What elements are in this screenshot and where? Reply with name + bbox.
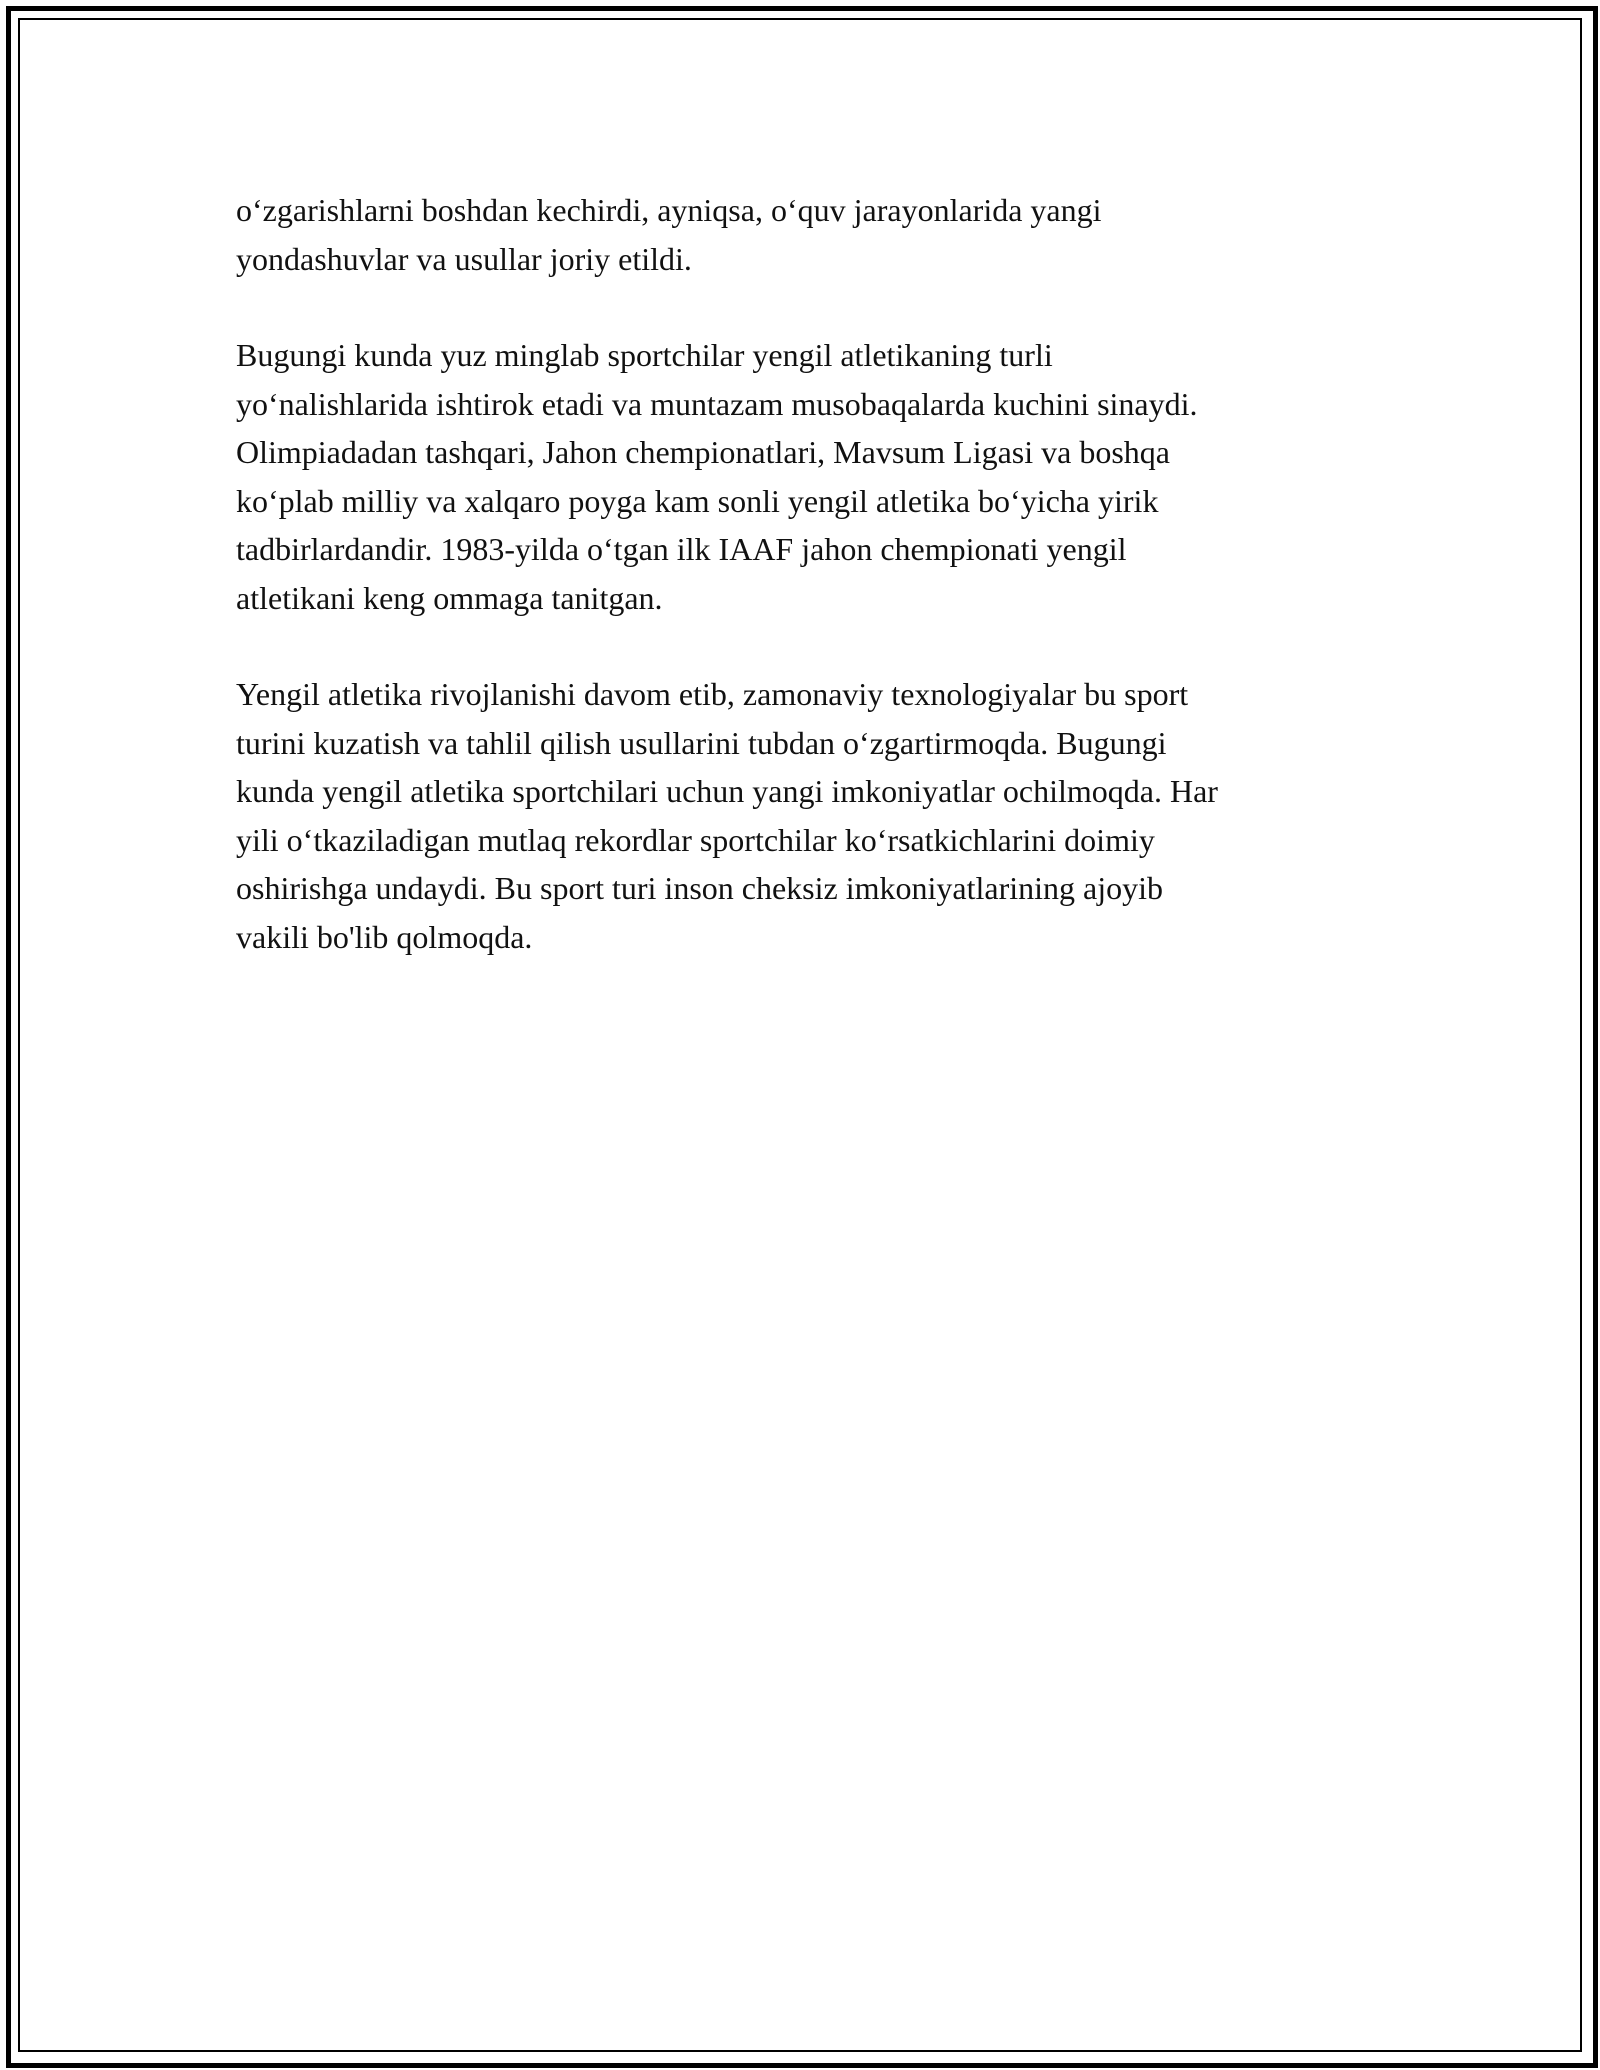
paragraph-line: vakili bo'lib qolmoqda. [236, 918, 533, 955]
paragraph-line: kunda yengil atletika sportchilari uchun yangi imkoniyatlar ochilmoqda. Har [236, 773, 1218, 809]
paragraph-line: Olimpiadadan tashqari, Jahon chempionatlari, Mavsum Ligasi va boshqa [236, 434, 1170, 470]
paragraph-line: turini kuzatish va tahlil qilish usullarini tubdan o‘zgartirmoqda. Bugungi [236, 724, 1167, 761]
document-body [236, 186, 1376, 1009]
paragraph-line: tadbirlardandir. 1983-yilda o‘tgan ilk IAAF jahon chempionati yengil [236, 531, 1127, 567]
paragraph-line: yondashuvlar va usullar joriy etildi. [236, 240, 692, 277]
paragraph-line: Bugungi kunda yuz minglab sportchilar yengil atletikaning turli [236, 337, 1053, 373]
paragraph-line: yili o‘tkaziladigan mutlaq rekordlar sportchilar ko‘rsatkichlarini doimiy [236, 821, 1155, 858]
paragraph-3 [236, 670, 1376, 961]
paragraph-line: o‘zgarishlarni boshdan kechirdi, ayniqsa, o‘quv jarayonlarida yangi [236, 192, 1102, 228]
paragraph-line: ko‘plab milliy va xalqaro poyga kam sonli yengil atletika bo‘yicha yirik [236, 482, 1159, 519]
paragraph-line: yo‘nalishlarida ishtirok etadi va muntazam musobaqalarda kuchini sinaydi. [236, 385, 1198, 422]
paragraph-1 [236, 186, 1376, 283]
paragraph-line: oshirishga undaydi. Bu sport turi inson cheksiz imkoniyatlarining ajoyib [236, 870, 1163, 906]
paragraph-line: Yengil atletika rivojlanishi davom etib, zamonaviy texnologiyalar bu sport [236, 676, 1189, 712]
paragraph-line: atletikani keng ommaga tanitgan. [236, 579, 663, 616]
paragraph-2 [236, 331, 1376, 622]
